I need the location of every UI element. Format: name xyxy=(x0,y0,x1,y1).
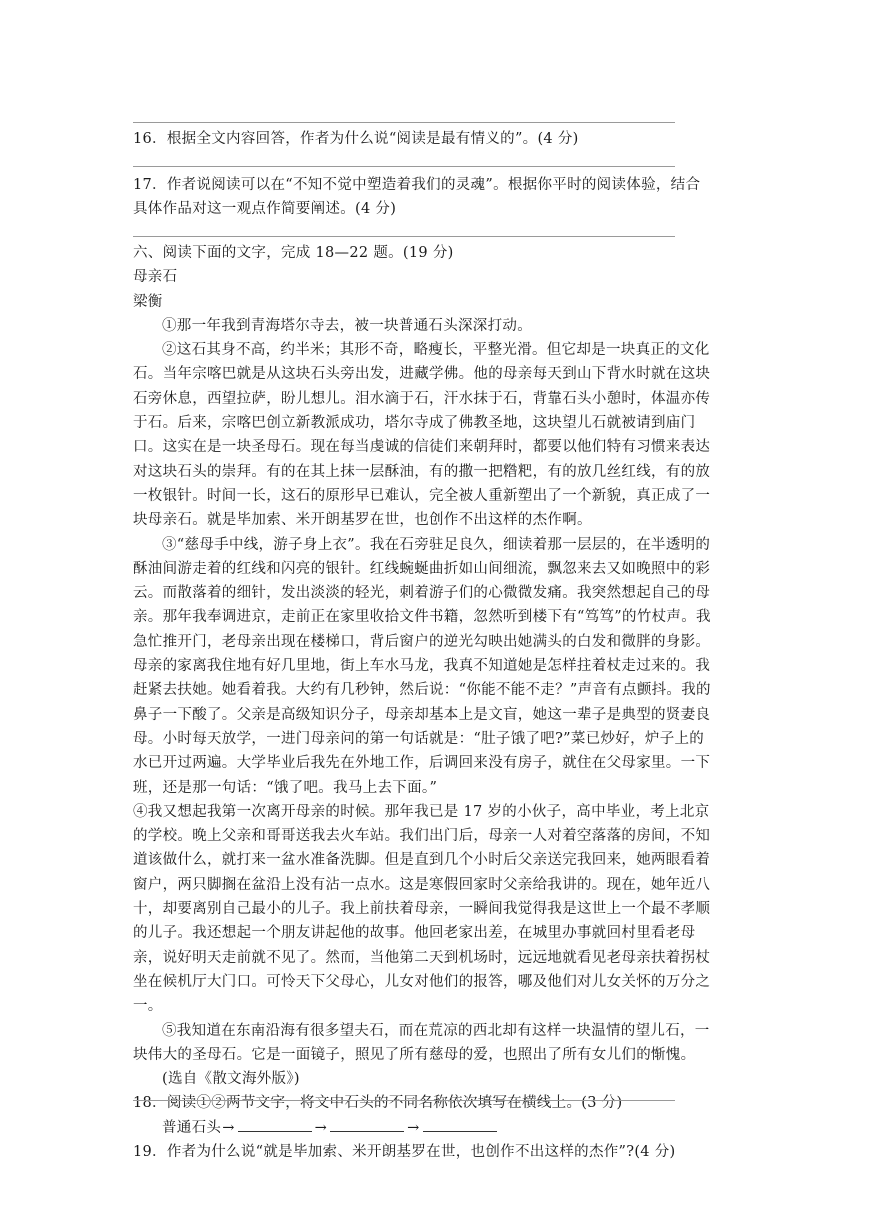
answer-line xyxy=(133,236,675,237)
blank-line-2[interactable] xyxy=(330,1117,404,1132)
section-heading: 六、阅读下面的文字，完成 18—22 题。(19 分) xyxy=(133,245,454,261)
arrow-icon: → xyxy=(222,1119,235,1136)
question-18-fill xyxy=(133,1116,713,1140)
article-title: 母亲石 xyxy=(133,269,178,286)
article-author: 梁衡 xyxy=(133,293,163,310)
question-19: 19．作者为什么说“就是毕加索、米开朗基罗在世，也创作不出这样的杰作”?(4 分) xyxy=(133,1143,676,1160)
question-18: 18．阅读①②两节文字，将文中石头的不同名称依次填写在横线上。(3 分) xyxy=(133,1095,623,1112)
paragraph-4: ④我又想起我第一次离开母亲的时候。那年我已是 17 岁的小伙子，高中毕业，考上北京的学校。晚上父亲和哥哥送我去火车站。我们出门后，母亲一人对着空落落的房间，不知道该做什么，就打来一盆水准备洗脚。但是直到几个小时后父亲送完我回来，她两眼看着窗户，两只脚搁在盆沿上没有沾一点水。这是寒假回家时父亲给我讲的。现在，她年近八十，却要离别自己最小的儿子。我上前扶着母亲，一瞬间我觉得我是这世上一个最不孝顺的儿子。我还想起一个朋友讲起他的故事。他回老家出差，在城里办事就回村里看老母亲，说好明天走前就不见了。然而，当他第二天到机场时，远远地就看见老母亲扶着拐杖坐在候机厅大门口。可怜天下父母心，儿女对他们的报答，哪及他们对儿女关怀的万分之一。 xyxy=(133,803,711,1015)
question-17 xyxy=(133,173,733,222)
arrow-icon: → xyxy=(407,1119,420,1136)
fill-start-label: 普通石头 xyxy=(162,1119,222,1136)
arrow-icon: → xyxy=(314,1119,328,1136)
question-17-text: 17．作者说阅读可以在“不知不觉中塑造着我们的灵魂”。根据你平时的阅读体验，结合具体作品对这一观点作简要阐述。(4 分) xyxy=(133,177,701,218)
article-source: (选自《散文海外版》) xyxy=(162,1071,300,1088)
answer-line xyxy=(133,166,675,167)
question-16-text: 16．根据全文内容回答，作者为什么说“阅读是最有情义的”。(4 分) xyxy=(133,131,579,147)
paragraph-2: ②这石其身不高，约半米；其形不奇，略瘦长，平整光滑。但它却是一块真正的文化石。当年宗喀巴就是从这块石头旁出发，进藏学佛。他的母亲每天到山下背水时就在这块石旁休息，西望拉萨，盼儿想儿。泪水滴于石，汗水抹于石，背靠石头小憩时，体温亦传于石。后来，宗喀巴创立新教派成功，塔尔寺成了佛教圣地，这块望儿石就被请到庙门口。这实在是一块圣母石。现在每当虔诚的信徒们来朝拜时，都要以他们特有习惯来表达对这块石头的崇拜。有的在其上抹一层酥油，有的撒一把糌粑，有的放几丝红线，有的放一枚银针。时间一长，这石的原形早已难认，完全被人重新塑出了一个新貌，真正成了一块母亲石。就是毕加索、米开朗基罗在世，也创作不出这样的杰作啊。 xyxy=(133,342,711,529)
section-6 xyxy=(133,241,713,1164)
paragraph-5: ⑤我知道在东南沿海有很多望夫石，而在荒凉的西北却有这样一块温情的望儿石，一块伟大的圣母石。它是一面镜子，照见了所有慈母的爱，也照出了所有女儿们的惭愧。 xyxy=(133,1022,710,1063)
blank-line-3[interactable] xyxy=(423,1117,497,1132)
question-16 xyxy=(133,127,733,151)
blank-line-1[interactable] xyxy=(238,1117,312,1132)
answer-line xyxy=(133,1100,675,1101)
paragraph-3-cont: 母亲的家离我住地有好几里地，街上车水马龙，我真不知道她是怎样拄着杖走过来的。我赶紧去扶她。她看着我。大约有几秒钟，然后说：“你能不能不走？”声音有点颤抖。我的鼻子一下酸了。父亲是高级知识分子，母亲却基本上是文盲，她这一辈子是典型的贤妻良母。小时每天放学，一进门母亲问的第一句话就是：“肚子饿了吧?”菜已炒好，炉子上的水已开过两遍。大学毕业后我先在外地工作，后调回来没有房子，就住在父母家里。一下班，还是那一句话：“饿了吧。我马上去下面。” xyxy=(133,658,711,796)
paragraph-3: ③“慈母手中线，游子身上衣”。我在石旁驻足良久，细读着那一层层的，在半透明的酥油间游走着的红线和闪亮的银针。红线蜿蜒曲折如山间细流，飘忽来去又如晚照中的彩云。而散落着的细针，发出淡淡的轻光，刺着游子们的心微微发痛。我突然想起自己的母亲。那年我奉调进京，走前正在家里收拾文件书籍，忽然听到楼下有“笃笃”的竹杖声。我急忙推开门，老母亲出现在楼梯口，背后窗户的逆光勾映出她满头的白发和微胖的身影。 xyxy=(133,536,711,650)
paragraph-1: ①那一年我到青海塔尔寺去，被一块普通石头深深打动。 xyxy=(162,317,532,334)
answer-line xyxy=(133,122,675,123)
